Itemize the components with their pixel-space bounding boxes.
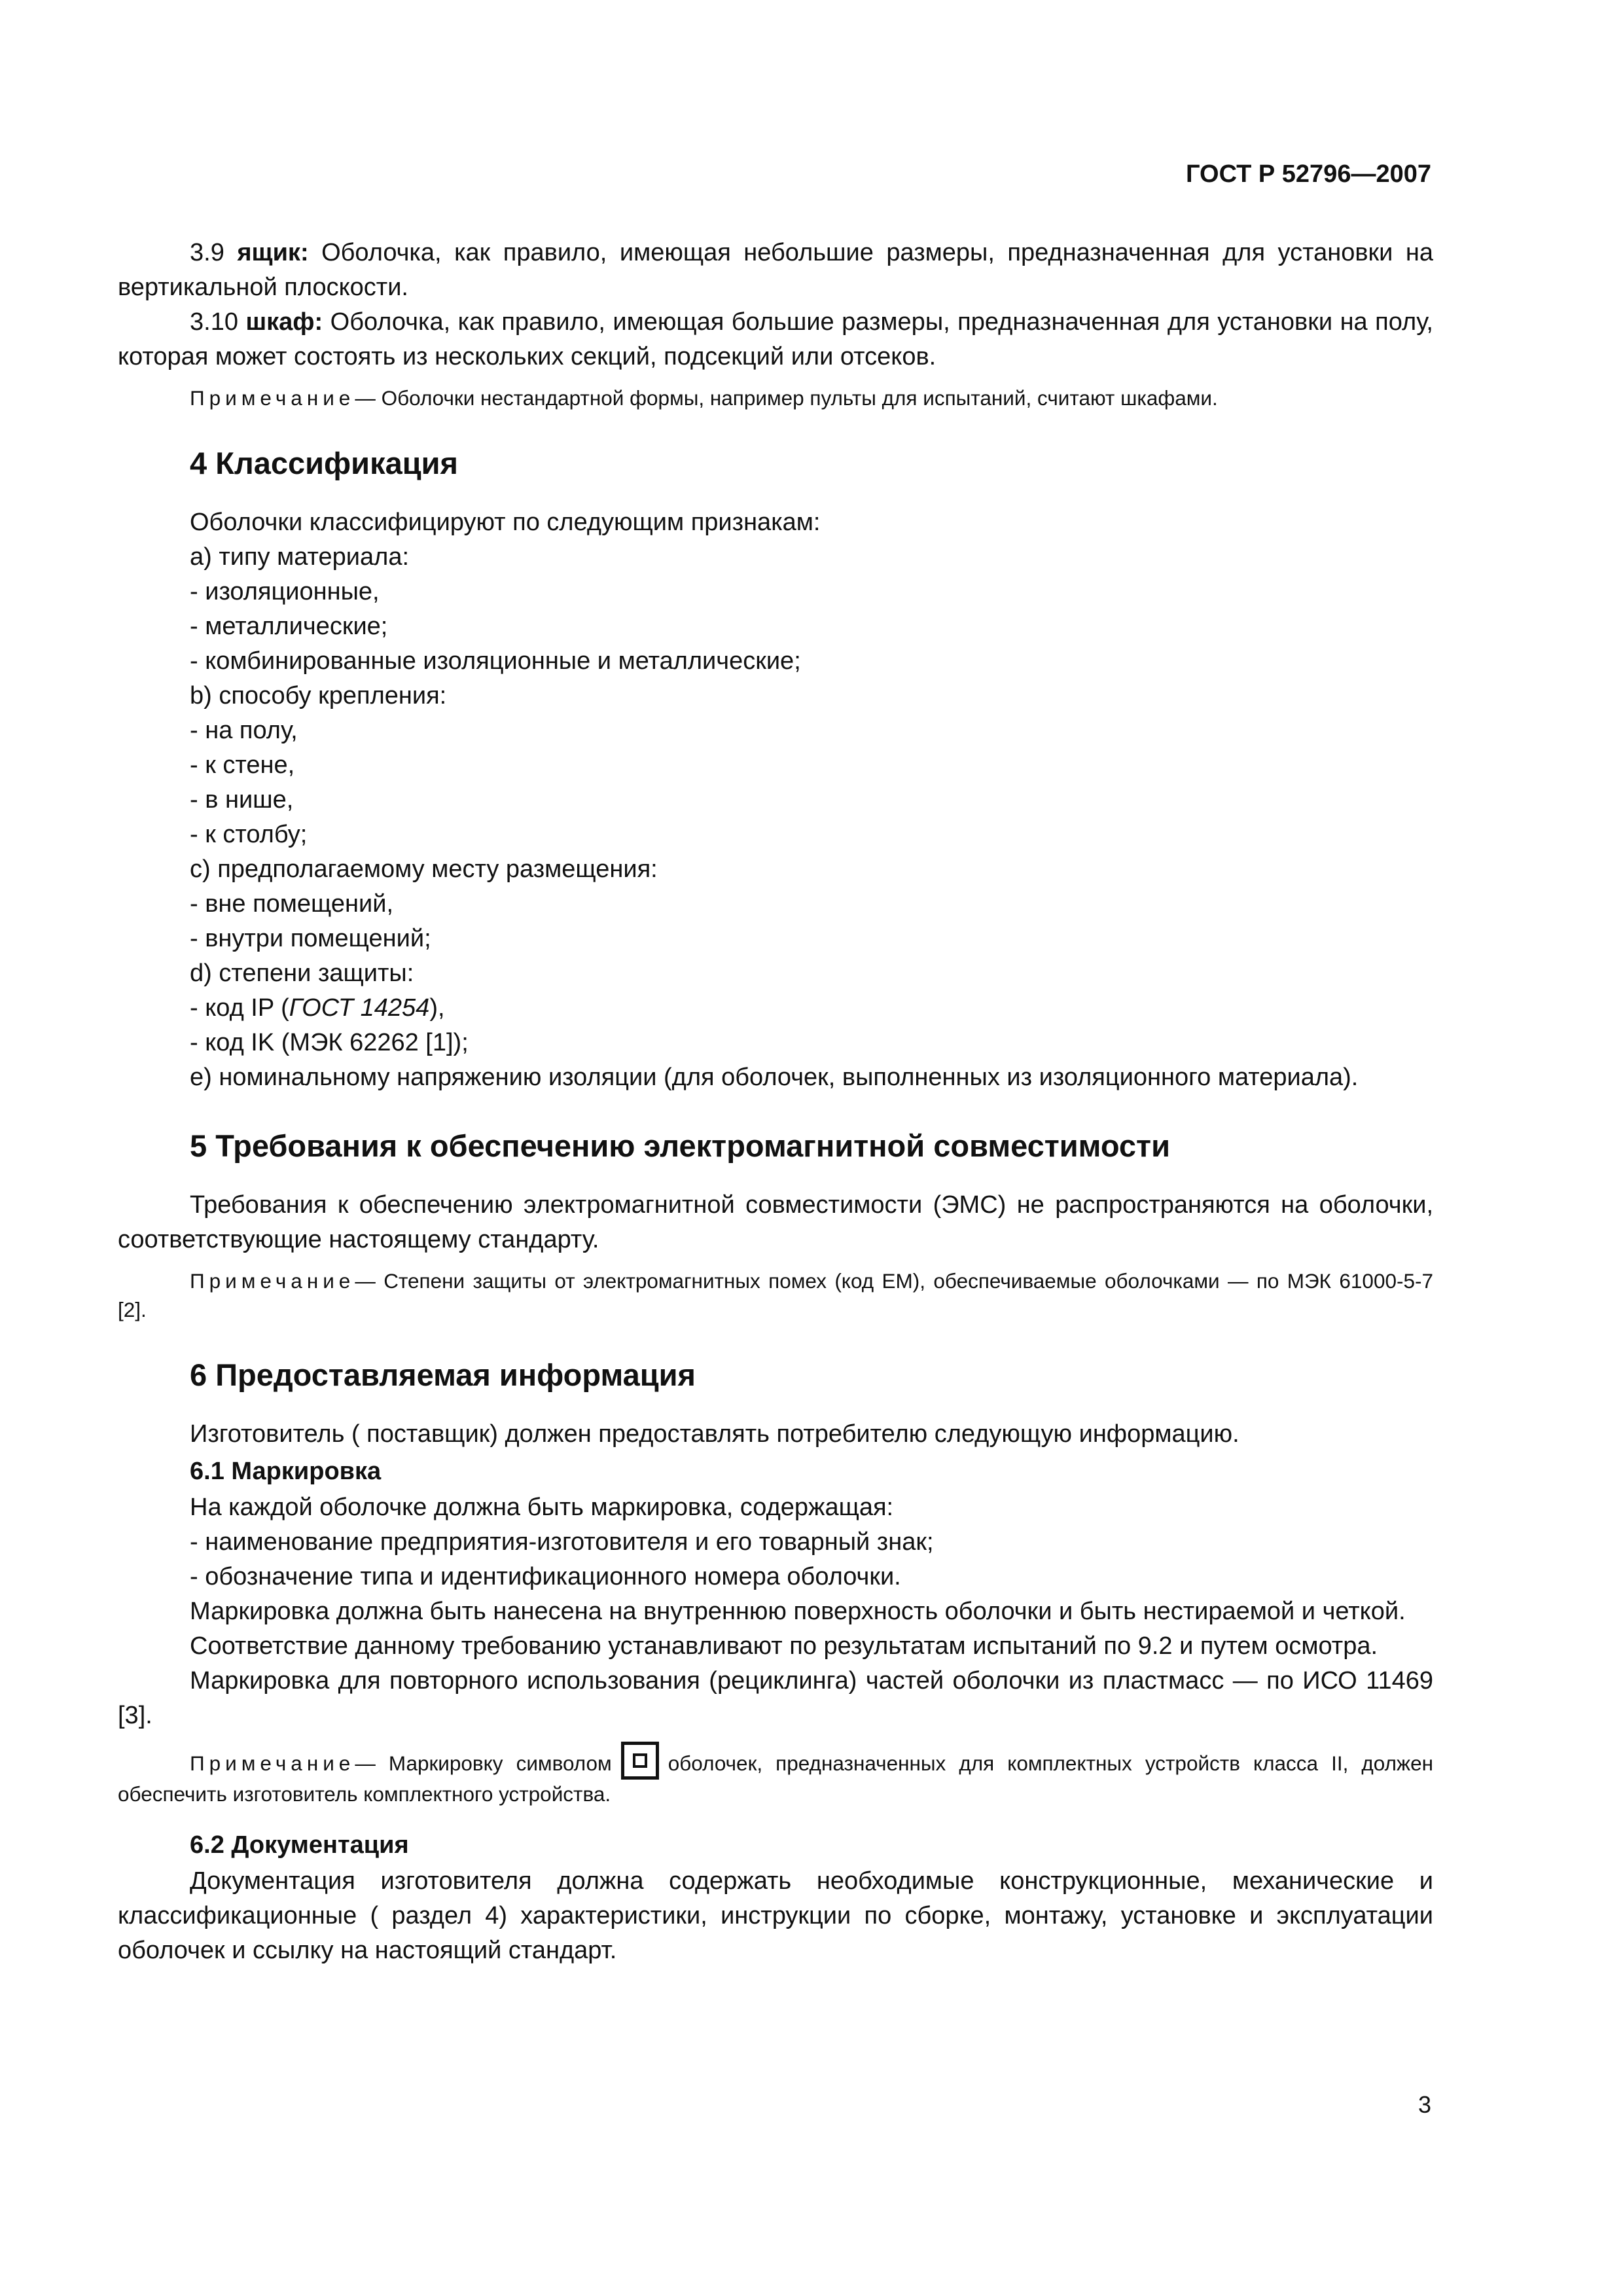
page-number: 3 <box>1418 2091 1431 2118</box>
clause-number: 3.9 <box>190 239 224 266</box>
standard-reference: ГОСТ 14254 <box>289 994 430 1022</box>
list-item-ik-code: - код IK (МЭК 62262 [1]); <box>190 1029 469 1056</box>
clause-term: ящик: <box>237 239 309 266</box>
paragraph: Маркировка для повторного использования (рециклинга) частей оболочки из пластмасс — по ИСО 11469 [3]. <box>118 1667 1433 1729</box>
note-text: — Оболочки нестандартной формы, например пульты для испытаний, считают шкафами. <box>355 386 1218 410</box>
list-item: - металлические; <box>190 613 388 640</box>
note-6-1 <box>118 1749 1433 1808</box>
section-4-intro: Оболочки классифицируют по следующим признакам: <box>190 509 821 536</box>
ip-prefix: - код IP ( <box>190 994 289 1022</box>
list-item: - к стене, <box>190 751 295 779</box>
list-item: b) способу крепления: <box>190 682 447 709</box>
list-item: - в нише, <box>190 786 294 814</box>
list-item: - комбинированные изоляционные и металлические; <box>190 647 801 675</box>
section-5-text: Требования к обеспечению электромагнитной совместимости (ЭМС) не распространяются на оболочки, соответствующие настоящему стандарту. <box>118 1191 1433 1253</box>
subsection-6-1-heading: 6.1 Маркировка <box>190 1458 382 1485</box>
ip-suffix: ), <box>429 994 445 1022</box>
section-5-heading: 5 Требования к обеспечению электромагнитной совместимости <box>190 1128 1170 1163</box>
list-item-e: e) номинальному напряжению изоляции (для оболочек, выполненных из изоляционного материала). <box>190 1064 1359 1091</box>
list-item: d) степени защиты: <box>190 960 414 987</box>
page-content <box>118 236 1433 1968</box>
subsection-6-2-heading: 6.2 Документация <box>190 1831 409 1859</box>
list-item: - вне помещений, <box>190 890 394 918</box>
note-text: оболочек, предназначенных для комплектных устройств класса II, должен обеспечить изготовитель комплектного устройства. <box>118 1751 1433 1806</box>
clause-3-10 <box>118 305 1433 374</box>
section-4-heading: 4 Классификация <box>190 446 458 480</box>
note-text: — Маркировку символом <box>355 1751 612 1775</box>
paragraph: - наименование предприятия-изготовителя и его товарный знак; <box>190 1528 934 1556</box>
note-3 <box>118 384 1433 412</box>
clause-term: шкаф: <box>245 308 323 336</box>
list-item-ip-code <box>118 991 1433 1026</box>
paragraph: Соответствие данному требованию устанавливают по результатам испытаний по 9.2 и путем осмотра. <box>190 1632 1378 1660</box>
paragraph: Маркировка должна быть нанесена на внутреннюю поверхность оболочки и быть нестираемой и четкой. <box>190 1598 1406 1625</box>
clause-text: Оболочка, как правило, имеющая большие размеры, предназначенная для установки на полу, которая может состоять из нескольких секций, подсекций или отсеков. <box>118 308 1433 370</box>
list-item: a) типу материала: <box>190 543 410 571</box>
list-item: c) предполагаемому месту размещения: <box>190 855 658 883</box>
paragraph: Документация изготовителя должна содержать необходимые конструкционные, механические и классификационные ( раздел 4) характеристики, инструкции по сборке, монтажу, установке и эксплуатации оболочек и ссылку на настоящий стандарт. <box>118 1867 1433 1964</box>
section-6-heading: 6 Предоставляемая информация <box>190 1357 696 1392</box>
list-item: - на полу, <box>190 717 298 744</box>
note-label: Примечание <box>190 1269 355 1293</box>
note-5 <box>118 1266 1433 1324</box>
list-item: - изоляционные, <box>190 578 380 605</box>
clause-3-9 <box>118 236 1433 305</box>
clause-text: Оболочка, как правило, имеющая небольшие размеры, предназначенная для установки на вертикальной плоскости. <box>118 239 1433 301</box>
note-text: — Степени защиты от электромагнитных помех (код EM), обеспечиваемые оболочками — по МЭК 61000-5-7 [2]. <box>118 1269 1433 1321</box>
note-label: Примечание <box>190 1751 355 1775</box>
paragraph: - обозначение типа и идентификационного номера оболочки. <box>190 1563 901 1590</box>
document-id-header: ГОСТ Р 52796—2007 <box>1186 160 1431 188</box>
clause-number: 3.10 <box>190 308 238 336</box>
list-item: - внутри помещений; <box>190 925 431 952</box>
double-square-class-ii-icon <box>621 1742 659 1780</box>
note-label: Примечание <box>190 386 355 410</box>
section-6-intro: Изготовитель ( поставщик) должен предоставлять потребителю следующую информацию. <box>190 1420 1240 1448</box>
paragraph: На каждой оболочке должна быть маркировка, содержащая: <box>190 1494 894 1521</box>
list-item: - к столбу; <box>190 821 308 848</box>
